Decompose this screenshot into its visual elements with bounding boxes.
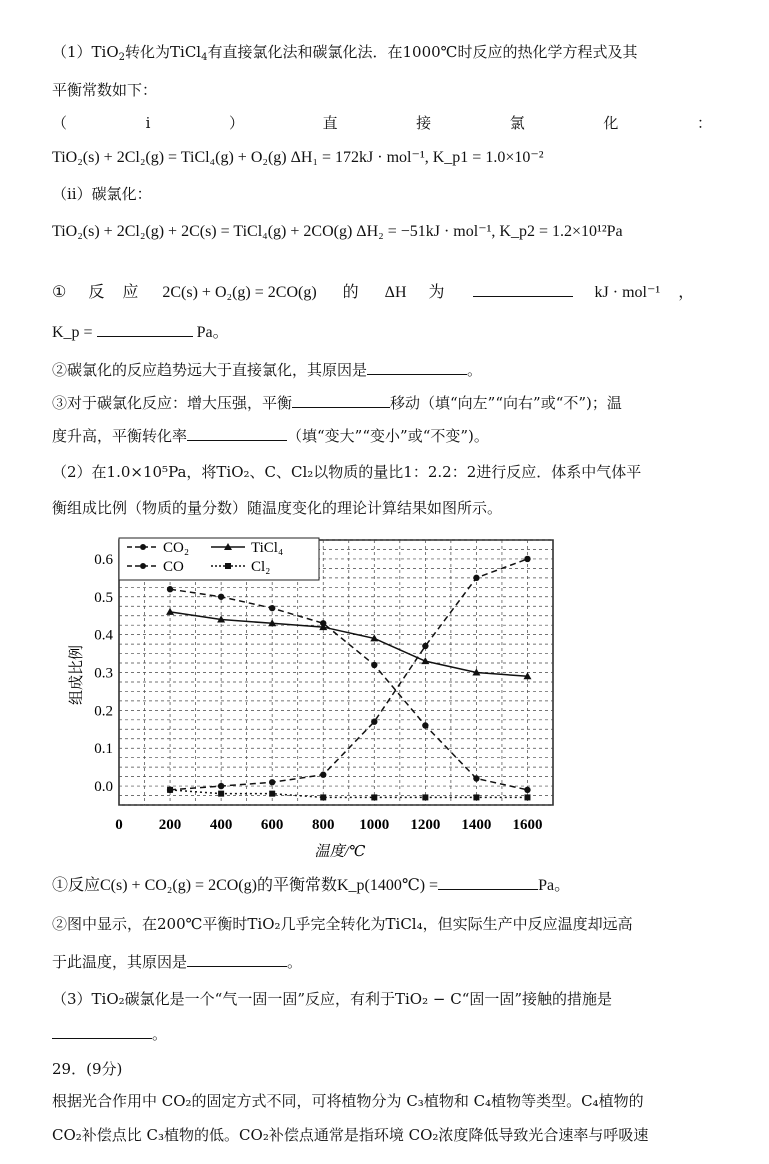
label-part: ，	[678, 284, 695, 301]
x-tick-label: 1200	[410, 817, 441, 833]
q29-line-2: CO₂补偿点比 C₃植物的低。CO₂补偿点通常是指环境 CO₂浓度降低导致光合速率与呼吸速	[52, 1126, 649, 1144]
x-tick-label: 1000	[359, 817, 390, 833]
answer-blank-shift[interactable]	[292, 393, 390, 408]
legend-label-ticl4: TiCl₄	[251, 540, 284, 556]
reaction-text: 2C(s) + O₂(g) = 2CO(g)	[162, 284, 317, 301]
q1-sub2-line	[52, 360, 482, 380]
y-tick-label: 0.2	[94, 703, 113, 720]
answer-blank-dh[interactable]	[473, 282, 573, 297]
answer-blank-reason[interactable]	[367, 360, 467, 375]
legend-label-co: CO	[163, 559, 184, 575]
x-tick-label: 200	[158, 817, 182, 833]
data-point	[524, 556, 530, 562]
data-point	[473, 575, 479, 581]
kp-label: K_p =	[52, 324, 93, 341]
question-text: 度升高，平衡转化率	[52, 427, 188, 445]
data-point	[320, 794, 326, 800]
equation-2: TiO₂(s) + 2Cl₂(g) + 2C(s) = TiCl₄(g) + 2CO(g) ΔH₂ = −51kJ · mol⁻¹, K_p2 = 1.2×10¹²Pa	[52, 223, 623, 240]
unit: kJ · mol⁻¹	[594, 284, 661, 301]
legend-marker-cl2	[225, 563, 231, 569]
x-axis-label: 温度/℃	[314, 844, 366, 860]
data-point	[269, 779, 275, 785]
unit: Pa。	[196, 324, 229, 341]
label-part: ）	[228, 114, 244, 132]
data-point	[269, 791, 275, 797]
q1-intro-c: 有直接氯化法和碳氯化法．在1000℃时反应的热化学方程式及其	[207, 43, 638, 61]
x-tick-label: 1400	[461, 817, 492, 833]
question-text: ①反应C(s) + CO₂(g) = 2CO(g)的平衡常数K_p(1400℃) =	[52, 877, 439, 894]
answer-blank-measure[interactable]	[52, 1024, 152, 1039]
q3-line-2	[52, 1024, 167, 1044]
q2-line-2: 衡组成比例（物质的量分数）随温度变化的理论计算结果如图所示。	[52, 499, 503, 517]
label-part: 。	[152, 1025, 168, 1043]
x-tick-label: 600	[260, 817, 284, 833]
label-part: 直	[322, 114, 338, 132]
q2-sub2-line-2	[52, 952, 302, 972]
question-text: （填“变大”“变小”或“不变”)。	[287, 427, 489, 445]
data-point	[524, 794, 530, 800]
q1-intro-a: （1）TiO	[52, 43, 119, 61]
label-part: 氯	[509, 114, 525, 132]
y-tick-label: 0.5	[94, 589, 113, 606]
label-part: 化	[603, 114, 619, 132]
data-point	[422, 722, 428, 728]
x-tick-label: 400	[209, 817, 233, 833]
q2-sub1-line	[52, 875, 570, 896]
q1-sub3-line-2	[52, 426, 489, 446]
label-part: i	[145, 114, 151, 132]
x-tick-labels	[115, 817, 542, 833]
label-part: 。	[287, 953, 303, 971]
question-text: 移动（填“向左”“向右”或“不”)；温	[390, 394, 622, 412]
data-point	[320, 772, 326, 778]
q1-sub1-line	[52, 282, 712, 303]
label-part: 反	[88, 284, 105, 301]
data-point	[422, 794, 428, 800]
data-point	[371, 719, 377, 725]
y-axis-label: 组成比例	[69, 644, 85, 706]
y-tick-label: 0.6	[94, 551, 113, 568]
question-text: ②碳氯化的反应趋势远大于直接氯化，其原因是	[52, 361, 368, 379]
y-tick-label: 0.0	[94, 779, 113, 796]
data-point	[167, 586, 173, 592]
label-part: 的	[342, 284, 359, 301]
answer-blank-conversion[interactable]	[187, 426, 287, 441]
data-point	[166, 608, 174, 615]
y-tick-label: 0.1	[94, 741, 113, 758]
data-point	[473, 775, 479, 781]
label-part: 应	[122, 284, 139, 301]
q2-line-1: （2）在1.0×10⁵Pa，将TiO₂、C、Cl₂以物质的量比1：2.2：2进行反应．体系中气体平	[52, 463, 642, 481]
data-point	[422, 643, 428, 649]
q2-sub2-line: ②图中显示，在200℃平衡时TiO₂几乎完全转化为TiCl₄，但实际生产中反应温度却远高	[52, 915, 633, 933]
data-point	[218, 594, 224, 600]
data-point	[218, 791, 224, 797]
answer-blank-kp[interactable]	[97, 322, 193, 337]
legend-box	[119, 538, 319, 580]
answer-blank-kp-1400[interactable]	[438, 875, 538, 890]
delta-h: ΔH	[384, 284, 407, 301]
label-part: ①	[52, 284, 67, 301]
q1-intro-b: 转化为TiCl	[125, 43, 202, 61]
q1-sub3-line	[52, 393, 622, 413]
x-tick-label: 800	[311, 817, 335, 833]
q29-line-1: 根据光合作用中 CO₂的固定方式不同，可将植物分为 C₃植物和 C₄植物等类型。C₄植物的	[52, 1092, 644, 1110]
label-part: 为	[428, 284, 445, 301]
data-point	[524, 787, 530, 793]
data-point	[473, 794, 479, 800]
question-text: 于此温度，其原因是	[52, 953, 188, 971]
question-text: ③对于碳氯化反应：增大压强，平衡	[52, 394, 293, 412]
legend-marker-co2	[140, 544, 146, 550]
legend	[119, 538, 319, 580]
x-tick-label: 0	[115, 817, 123, 833]
x-tick-label: 1600	[512, 817, 543, 833]
y-tick-label: 0.4	[94, 627, 113, 644]
y-tick-label: 0.3	[94, 665, 113, 682]
legend-marker-co	[140, 563, 146, 569]
q29-title: 29．(9分)	[52, 1060, 123, 1078]
y-tick-labels	[94, 552, 113, 795]
answer-blank-temp-reason[interactable]	[187, 952, 287, 967]
label-part: （	[52, 114, 68, 132]
label-part: 接	[416, 114, 432, 132]
label-part: 。	[467, 361, 483, 379]
q1-intro-line-2: 平衡常数如下：	[52, 81, 158, 99]
data-point	[371, 662, 377, 668]
equation-1: TiO₂(s) + 2Cl₂(g) = TiCl₄(g) + O₂(g) ΔH₁ = 172kJ · mol⁻¹, K_p1 = 1.0×10⁻²	[52, 149, 544, 166]
legend-label-co2: CO₂	[163, 540, 190, 556]
q1-carbochlorination-label: （ii）碳氯化：	[52, 185, 152, 203]
data-point	[167, 787, 173, 793]
q1-intro-line: （1）TiO$_2$转化为TiCl$_4$有直接氯化法和碳氯化法．在1000℃时反应的热化学方程式及其	[52, 43, 638, 63]
unit: Pa。	[538, 877, 571, 894]
q1-direct-chlorination-label	[52, 113, 712, 133]
data-point	[218, 783, 224, 789]
data-point	[371, 794, 377, 800]
data-point	[269, 605, 275, 611]
legend-label-cl2: Cl₂	[251, 559, 271, 575]
q3-line-1: （3）TiO₂碳氯化是一个“气一固一固”反应，有利于TiO₂ − C“固一固”接触的措施是	[52, 990, 613, 1008]
label-part: ：	[696, 114, 712, 132]
composition-chart	[55, 530, 565, 865]
q1-kp-line	[52, 322, 229, 343]
